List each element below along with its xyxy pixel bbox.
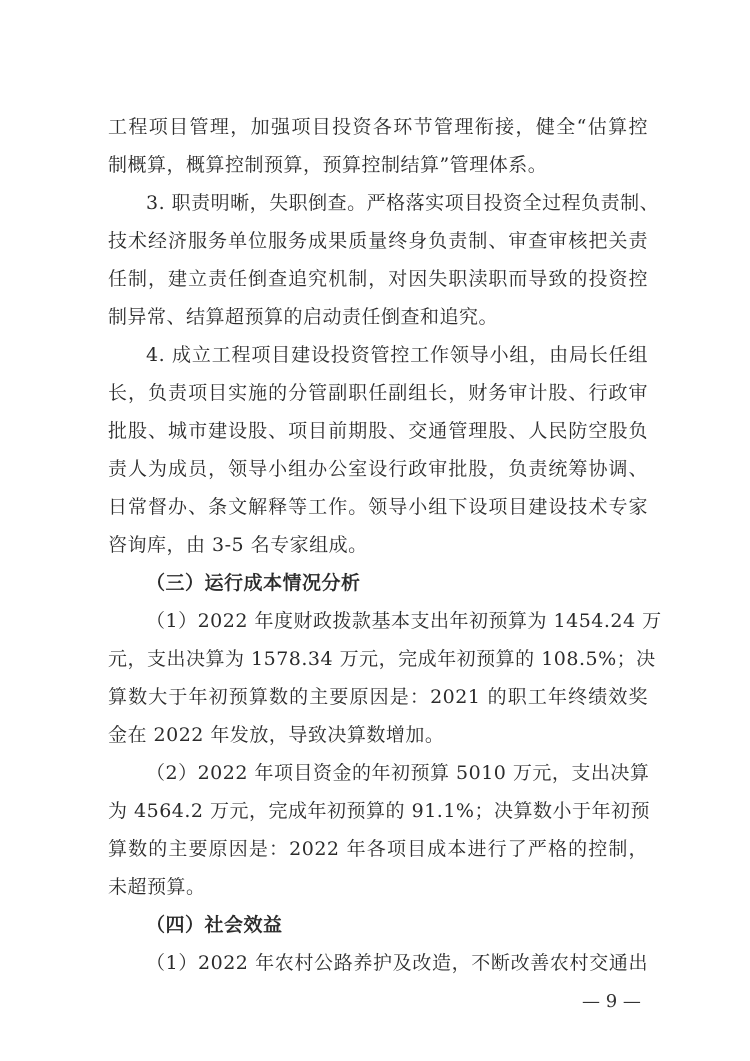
cost-item-2-line-2: 为 4564.2 万元，完成年初预算的 91.1%；决算数小于年初预	[108, 800, 650, 822]
item-3-line-3: 任制，建立责任倒查追究机制，对因失职渎职而导致的投资控	[108, 268, 648, 290]
section-heading-operating-cost: （三）运行成本情况分析	[146, 572, 361, 594]
item-4-line-6: 咨询库，由 3-5 名专家组成。	[108, 534, 368, 556]
item-4-line-5: 日常督办、条文解释等工作。领导小组下设项目建设技术专家	[108, 496, 648, 518]
item-3-line-1: 3. 职责明晰，失职倒查。严格落实项目投资全过程负责制、	[146, 192, 660, 214]
cost-item-1-line-3: 算数大于年初预算数的主要原因是：2021 的职工年终绩效奖	[108, 686, 648, 708]
item-4-line-1: 4. 成立工程项目建设投资管控工作领导小组，由局长任组	[146, 344, 648, 366]
benefit-item-1-line-1: （1）2022 年农村公路养护及改造，不断改善农村交通出	[146, 952, 648, 974]
cost-item-1-line-2: 元，支出决算为 1578.34 万元，完成年初预算的 108.5%；决	[108, 648, 656, 670]
item-3-line-2: 技术经济服务单位服务成果质量终身负责制、审查审核把关责	[108, 230, 648, 252]
body-line-1: 工程项目管理，加强项目投资各环节管理衔接，健全“估算控	[108, 116, 648, 138]
cost-item-2-line-3: 算数的主要原因是：2022 年各项目成本进行了严格的控制，	[108, 838, 648, 860]
cost-item-1-line-1: （1）2022 年度财政拨款基本支出年初预算为 1454.24 万	[146, 610, 662, 632]
body-line-2: 制概算，概算控制预算，预算控制结算”管理体系。	[108, 154, 548, 176]
item-4-line-2: 长，负责项目实施的分管副职任副组长，财务审计股、行政审	[108, 382, 648, 404]
item-4-line-4: 责人为成员，领导小组办公室设行政审批股，负责统筹协调、	[108, 458, 648, 480]
item-4-line-3: 批股、城市建设股、项目前期股、交通管理股、人民防空股负	[108, 420, 648, 442]
page-number: — 9 —	[582, 991, 641, 1012]
item-3-line-4: 制异常、结算超预算的启动责任倒查和追究。	[108, 306, 499, 328]
section-heading-social-benefit: （四）社会效益	[146, 914, 283, 936]
cost-item-2-line-1: （2）2022 年项目资金的年初预算 5010 万元，支出决算	[146, 762, 650, 784]
cost-item-2-line-4: 未超预算。	[108, 876, 206, 898]
cost-item-1-line-4: 金在 2022 年发放，导致决算数增加。	[108, 724, 445, 746]
